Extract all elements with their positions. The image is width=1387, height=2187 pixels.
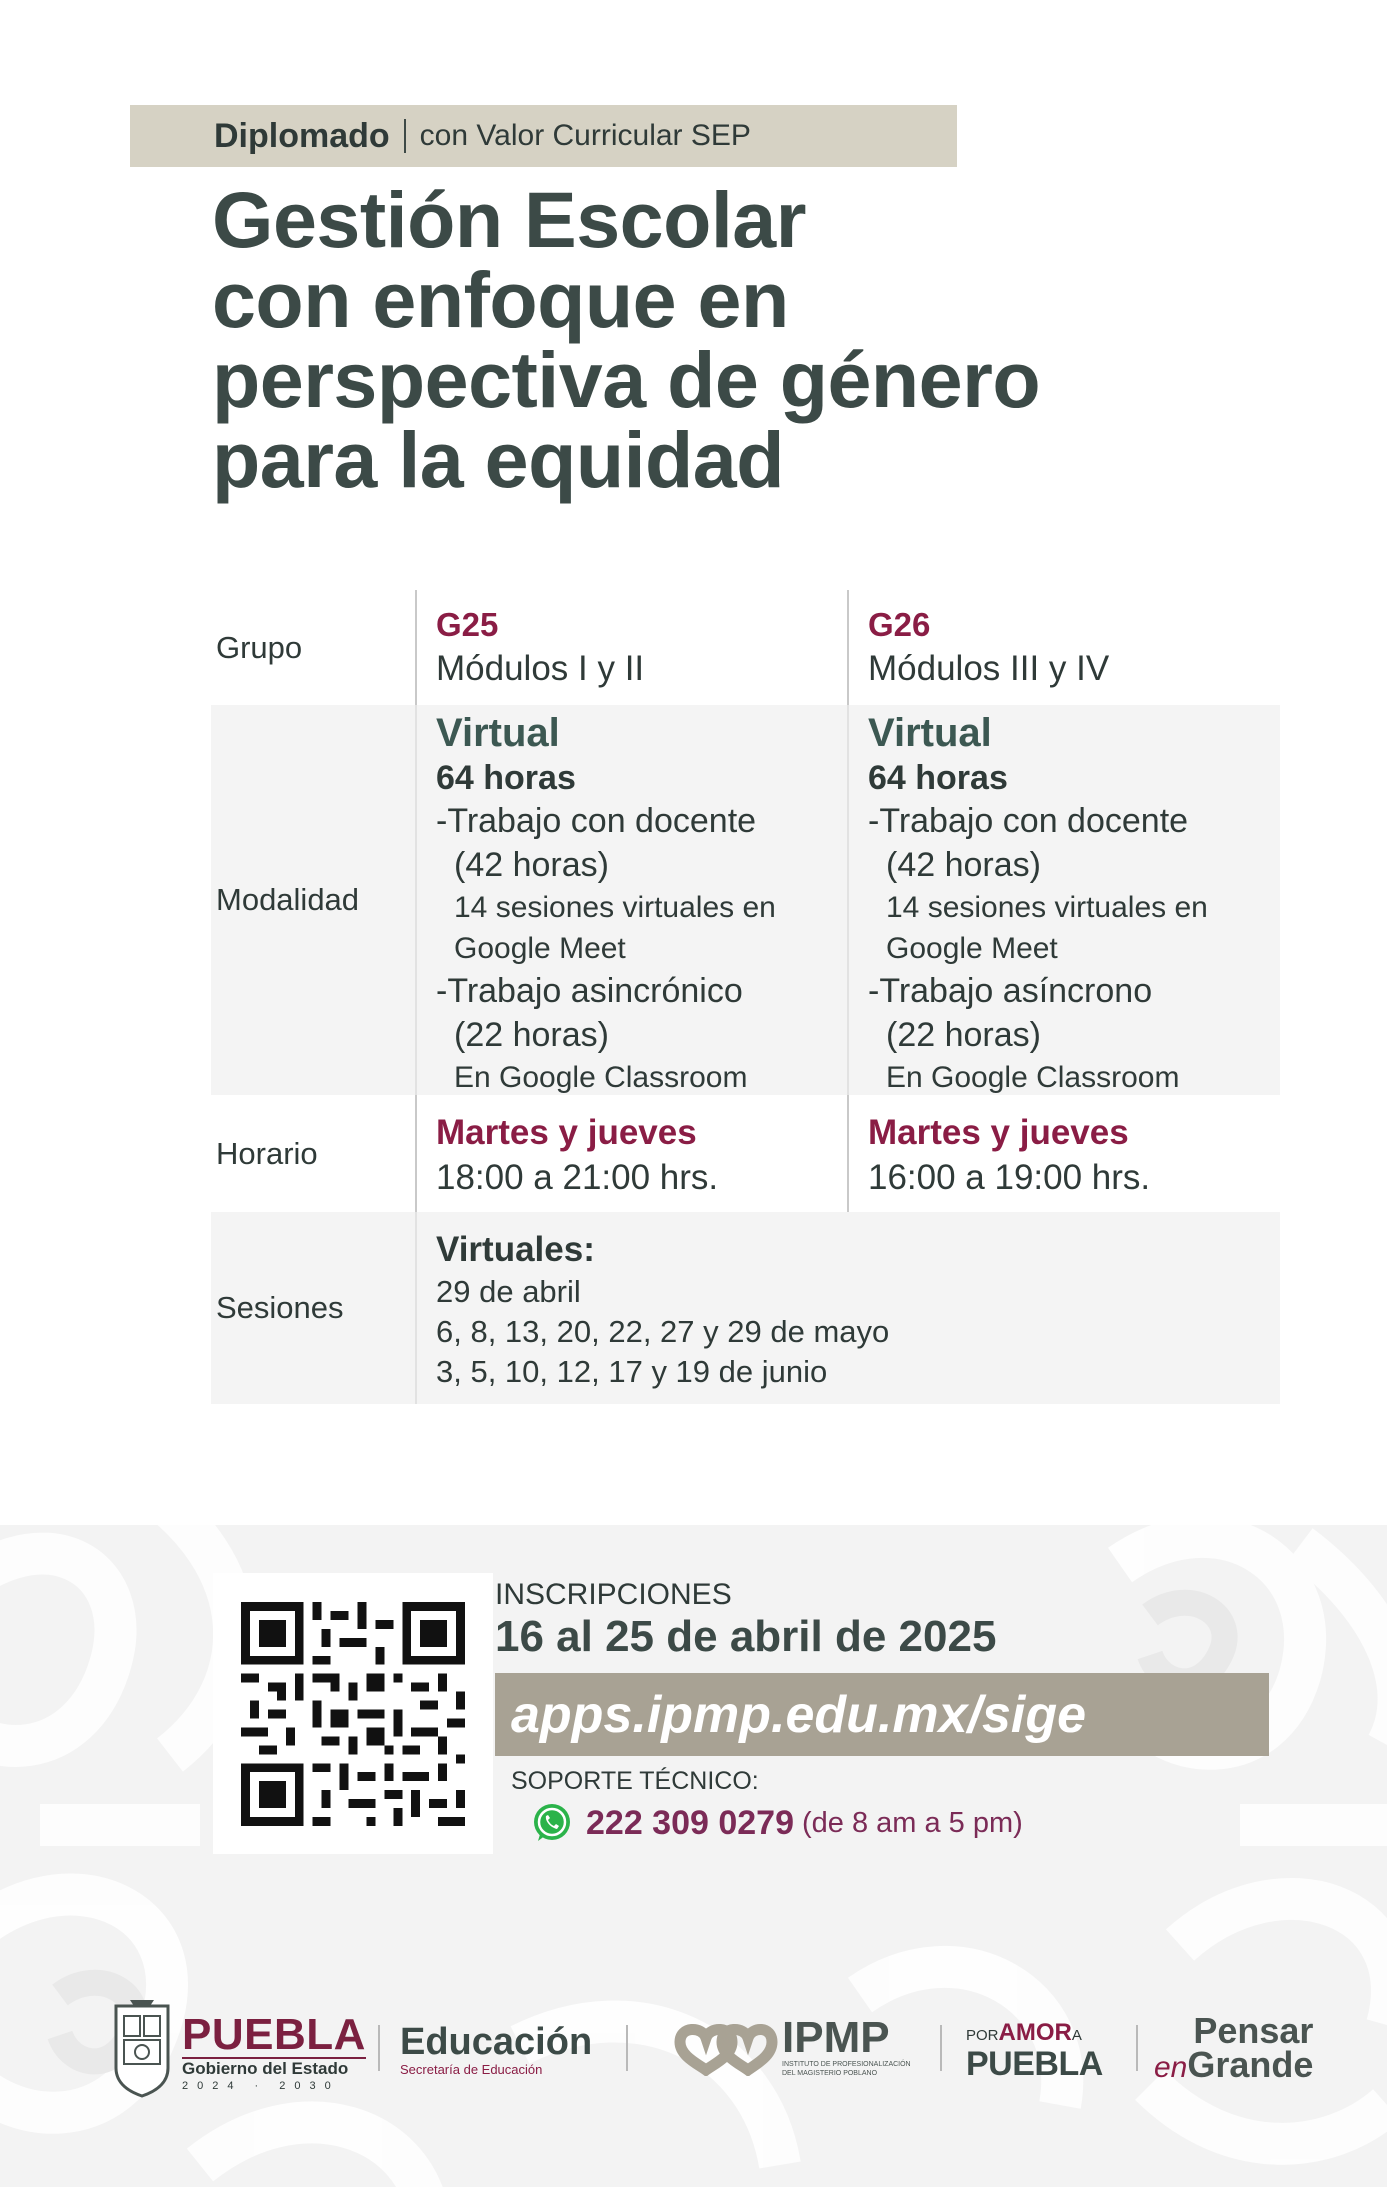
modality-type: Virtual	[436, 711, 560, 755]
registration-url-link[interactable]: apps.ipmp.edu.mx/sige	[511, 1685, 1087, 1744]
education-logo	[400, 2022, 592, 2078]
program-type: Diplomado	[214, 116, 390, 155]
group-modules: Módulos III y IV	[868, 649, 1110, 688]
registration-url-banner[interactable]	[495, 1673, 1269, 1756]
schedule-cell-g25	[415, 1095, 847, 1212]
title-line: con enfoque en	[212, 255, 789, 344]
puebla-coat-of-arms-icon	[110, 1998, 174, 2103]
schedule-time: 16:00 a 19:00 hrs.	[868, 1158, 1151, 1197]
table-row-sesiones	[211, 1212, 1280, 1404]
schedule-days: Martes y jueves	[436, 1113, 697, 1152]
modality-item: -Trabajo asíncrono	[868, 972, 1153, 1010]
group-cell-g26	[847, 590, 1279, 705]
qr-code[interactable]	[213, 1573, 493, 1854]
modality-item-detail: 14 sesiones virtuales en	[454, 891, 776, 924]
program-tag	[130, 105, 957, 167]
modality-type: Virtual	[868, 711, 992, 755]
modality-item: -Trabajo con docente	[436, 802, 757, 840]
schedule-table	[211, 590, 1280, 1404]
logo-divider	[378, 2025, 380, 2071]
puebla-government-logo	[182, 2010, 366, 2093]
puebla-logo-subtitle: Gobierno del Estado	[182, 2057, 366, 2079]
modality-item-hours: (42 horas)	[454, 846, 609, 884]
ipmp-logo	[782, 2013, 912, 2078]
pensar-word: Pensar	[1193, 2010, 1314, 2051]
support-phone[interactable]	[530, 1801, 1023, 1845]
por-amor-a-puebla-logo	[966, 2019, 1103, 2083]
modality-item: -Trabajo asincrónico	[436, 972, 743, 1010]
sessions-title: Virtuales:	[436, 1230, 595, 1269]
group-cell-g25	[415, 590, 847, 705]
modality-cell-g26	[847, 705, 1279, 1095]
modality-item: -Trabajo con docente	[868, 802, 1189, 840]
pensar-en-grande-logo	[1154, 2010, 1314, 2090]
title-line: perspectiva de género	[212, 335, 1041, 424]
education-logo-name: Educación	[400, 2021, 593, 2063]
table-row-horario	[211, 1095, 1280, 1212]
puebla-logo-name: PUEBLA	[182, 2010, 366, 2059]
modality-item-hours: (42 horas)	[886, 846, 1041, 884]
modality-hours: 64 horas	[436, 759, 576, 797]
support-label: SOPORTE TÉCNICO:	[511, 1767, 759, 1795]
modality-hours: 64 horas	[868, 759, 1008, 797]
modality-item-detail: Google Meet	[886, 932, 1058, 965]
group-code: G26	[868, 606, 931, 643]
puebla-logo-years: 2024 · 2030	[182, 2080, 340, 2092]
phone-number[interactable]: 222 309 0279	[586, 1803, 794, 1842]
registration-label: INSCRIPCIONES	[495, 1578, 732, 1611]
logo-divider	[940, 2025, 942, 2071]
sessions-date-line: 29 de abril	[436, 1274, 581, 1309]
modality-cell-g25	[415, 705, 847, 1095]
schedule-time: 18:00 a 21:00 hrs.	[436, 1158, 719, 1197]
logo-divider	[626, 2025, 628, 2071]
logo-divider	[1136, 2025, 1138, 2071]
sessions-date-line: 6, 8, 13, 20, 22, 27 y 29 de mayo	[436, 1314, 890, 1349]
table-row-modalidad	[211, 705, 1280, 1095]
modality-item-detail: En Google Classroom	[454, 1061, 748, 1094]
group-code: G25	[436, 606, 499, 643]
modality-item-detail: Google Meet	[454, 932, 626, 965]
row-label-sesiones: Sesiones	[216, 1290, 344, 1325]
modality-item-hours: (22 horas)	[886, 1016, 1041, 1054]
page-title	[212, 175, 1212, 504]
phone-hours: (de 8 am a 5 pm)	[801, 1806, 1023, 1839]
title-line: Gestión Escolar	[212, 175, 806, 264]
row-label-modalidad: Modalidad	[216, 882, 360, 917]
registration-dates: 16 al 25 de abril de 2025	[495, 1612, 997, 1661]
title-line: para la equidad	[212, 415, 785, 504]
schedule-days: Martes y jueves	[868, 1113, 1129, 1152]
group-modules: Módulos I y II	[436, 649, 645, 688]
row-label-horario: Horario	[216, 1135, 318, 1171]
qr-code-icon	[241, 1602, 465, 1826]
ipmp-logo-name: IPMP	[782, 2013, 890, 2062]
tag-divider	[404, 119, 406, 153]
modality-item-hours: (22 horas)	[454, 1016, 609, 1054]
por-amor-puebla-word: PUEBLA	[966, 2045, 1103, 2083]
education-logo-subtitle: Secretaría de Educación	[400, 2062, 543, 2077]
en-grande-line: enGrande	[1154, 2044, 1314, 2085]
sessions-date-line: 3, 5, 10, 12, 17 y 19 de junio	[436, 1354, 828, 1389]
row-label-grupo: Grupo	[216, 629, 303, 665]
ipmp-heart-icon	[672, 2018, 778, 2081]
modality-item-detail: En Google Classroom	[886, 1061, 1180, 1094]
whatsapp-icon	[530, 1801, 574, 1845]
modality-item-detail: 14 sesiones virtuales en	[886, 891, 1208, 924]
por-amor-line: PORAMORA	[966, 2019, 1082, 2046]
table-row-grupo	[211, 590, 1280, 705]
ipmp-logo-subtitle: INSTITUTO DE PROFESIONALIZACIÓN DEL MAGISTERIO POBLANO	[782, 2061, 911, 2077]
program-accreditation: con Valor Curricular SEP	[419, 119, 751, 152]
schedule-cell-g26	[847, 1095, 1279, 1212]
sessions-cell	[415, 1212, 1280, 1404]
